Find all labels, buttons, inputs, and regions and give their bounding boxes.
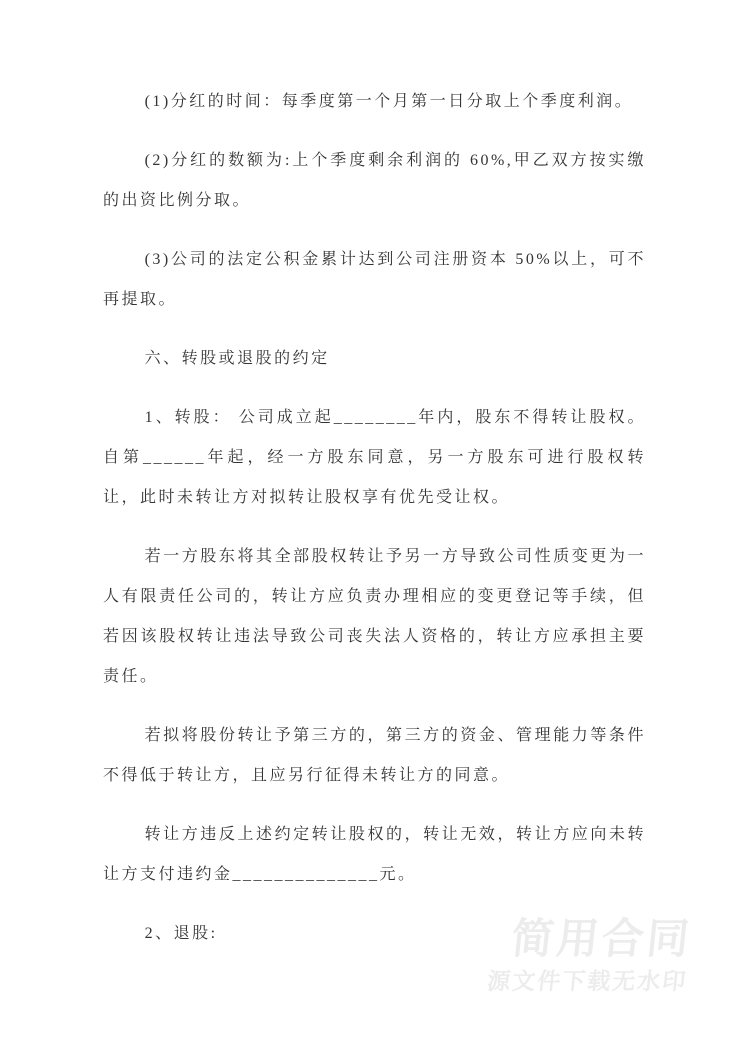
watermark-brand-text: 简用合同 [509,915,695,962]
paragraph-third-party-transfer: 若拟将股份转让予第三方的，第三方的资金、管理能力等条件不得低于转让方，且应另行征得未转让方的同意。 [103,727,646,784]
paragraph-full-transfer-liability: 若一方股东将其全部股权转让予另一方导致公司性质变更为一人有限责任公司的，转让方应负责办理相应的变更登记等手续，但若因该股权转让违法导致公司丧失法人资格的，转让方应承担主要责任。 [103,548,646,685]
paragraph-breach-penalty: 转让方违反上述约定转让股权的，转让无效，转让方应向未转让方支付违约金______________元。 [103,826,646,883]
paragraph-share-transfer-rule: 1、转股： 公司成立起________年内，股东不得转让股权。自第______年起，经一方股东同意，另一方股东可进行股权转让，此时未转让方对拟转让股权享有优先受让权。 [103,409,646,506]
paragraph-withdrawal-heading: 2、退股: [144,925,218,942]
paragraph-dividend-amount: (2)分红的数额为:上个季度剩余利润的 60%,甲乙双方按实缴的出资比例分取。 [103,152,646,209]
paragraph-reserve-fund: (3)公司的法定公积金累计达到公司注册资本 50%以上，可不再提取。 [103,251,646,308]
watermark-tagline-text: 源文件下载无水印 [485,968,689,994]
document-body [103,82,646,954]
paragraph-dividend-time: (1)分红的时间：每季度第一个月第一日分取上个季度利润。 [144,93,634,110]
watermark [485,915,695,994]
section-heading-share-transfer: 六、转股或退股的约定 [144,350,330,367]
